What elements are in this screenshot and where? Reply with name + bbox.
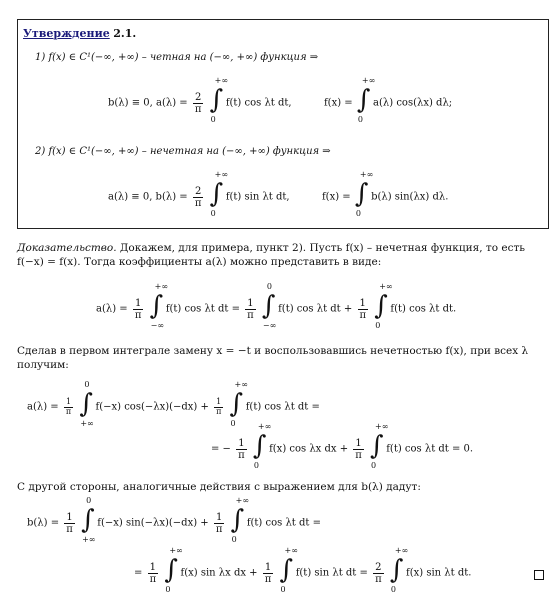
statement-item1-formula [108, 76, 453, 124]
substitution-line2: получим: [17, 359, 69, 371]
denominator: π [216, 406, 222, 416]
integral-lower: 0 [210, 209, 216, 218]
numerator: 1 [264, 561, 272, 573]
fraction [214, 512, 225, 535]
integral-symbol: ∫ [279, 555, 294, 585]
formula-part: f(x) = [321, 191, 351, 203]
proof-substitution-text [17, 344, 547, 372]
fraction [214, 398, 223, 417]
fraction [193, 92, 204, 115]
integral-lower: 0 [210, 115, 216, 124]
integral-sign [229, 380, 248, 428]
integral-lower: 0 [371, 461, 377, 470]
integral-lower: 0 [280, 585, 286, 594]
integral-upper: 0 [86, 496, 92, 505]
integral-sign [389, 546, 409, 594]
integral-sign [279, 546, 298, 594]
integral-lower: 0 [230, 419, 236, 428]
formula-part: f(t) sin λt dt, [225, 191, 290, 203]
formula-part: = [134, 567, 143, 579]
proof-intro-text: Докажем, для примера, пункт 2). Пусть f(x) – нечетная функция, то есть [116, 242, 525, 254]
proof-label: Доказательство. [17, 242, 117, 254]
denominator: π [65, 406, 72, 416]
formula-part: f(t) sin λt dt = [295, 567, 368, 579]
integral-symbol: ∫ [230, 505, 245, 535]
formula-part: f(x) sin λx dx + [180, 567, 258, 579]
formula-part: f(t) cos λt dt = [245, 401, 320, 413]
denominator: π [238, 449, 245, 461]
integral-upper: +∞ [379, 282, 393, 291]
integral-symbol: ∫ [356, 85, 371, 115]
integral-symbol: ∫ [374, 291, 388, 321]
fraction [193, 186, 204, 209]
fraction [64, 512, 75, 535]
fraction [357, 298, 368, 321]
integral-sign [78, 380, 94, 428]
statement-item2-lead: 2) f(x) ∈ C¹(−∞, +∞) – нечетная на (−∞, +∞) функция ⇒ [35, 146, 331, 157]
integral-sign [369, 422, 389, 470]
formula-part: f(t) cos λt dt, [225, 97, 292, 109]
integral-lower: −∞ [262, 321, 277, 330]
integral-sign [80, 496, 96, 544]
numerator: 1 [65, 396, 72, 406]
proof-formula-2b [211, 422, 474, 470]
numerator: 1 [134, 297, 142, 309]
proof-formula-3a [27, 496, 321, 544]
statement-item2-formula [108, 170, 449, 218]
integral-symbol: ∫ [354, 179, 369, 209]
integral-lower: 0 [165, 585, 171, 594]
numerator: 1 [66, 511, 73, 523]
integral-upper: +∞ [284, 546, 298, 555]
integral-sign [149, 282, 168, 330]
integral-symbol: ∫ [209, 179, 224, 209]
integral-lower: 0 [357, 115, 363, 124]
integral-upper: +∞ [235, 496, 249, 505]
formula-part: b(λ) ≡ 0, a(λ) = [108, 97, 188, 109]
numerator: 1 [238, 437, 245, 449]
integral-sign [163, 546, 183, 594]
integral-upper: +∞ [234, 380, 248, 389]
integral-lower: 0 [231, 535, 237, 544]
integral-lower: −∞ [150, 321, 164, 330]
denominator: π [375, 573, 382, 585]
numerator: 1 [247, 297, 254, 309]
integral-symbol: ∫ [164, 555, 178, 585]
integral-sign [356, 76, 376, 124]
formula-part: f(x) = [323, 97, 353, 109]
fraction [245, 298, 256, 321]
qed-square-icon [534, 570, 544, 580]
formula-part: f(x) cos λx dx + [269, 443, 349, 455]
formula-part: f(t) cos λt dt + [278, 303, 353, 315]
numerator: 1 [215, 511, 223, 523]
proof-other-side: С другой стороны, аналогичные действия с выражением для b(λ) дадут: [17, 481, 421, 493]
integral-symbol: ∫ [261, 291, 276, 321]
formula-part: a(λ) ≡ 0, b(λ) = [108, 191, 188, 203]
integral-upper: +∞ [169, 546, 183, 555]
denominator: π [264, 573, 272, 585]
statement-title-number: 2.1. [113, 27, 137, 40]
integral-upper: +∞ [257, 422, 272, 431]
substitution-line1: Сделав в первом интеграле замену x = −t и воспользовавшись нечетностью f(x), при всех λ [17, 345, 529, 357]
integral-upper: +∞ [361, 76, 376, 85]
fraction [263, 562, 274, 585]
fraction [133, 298, 144, 321]
integral-symbol: ∫ [370, 431, 384, 461]
fraction [236, 438, 247, 461]
integral-sign [373, 282, 393, 330]
formula-part: f(−x) sin(−λx)(−dx) + [97, 517, 209, 529]
denominator: π [149, 573, 157, 585]
denominator: π [247, 309, 254, 321]
denominator: π [66, 523, 73, 535]
integral-symbol: ∫ [81, 505, 95, 535]
integral-lower: 0 [253, 461, 259, 470]
denominator: π [359, 309, 367, 321]
numerator: 1 [149, 561, 157, 573]
formula-part: f(x) sin λt dt. [406, 567, 472, 579]
integral-upper: +∞ [154, 282, 168, 291]
integral-upper: +∞ [394, 546, 409, 555]
statement-item1-lead: 1) f(x) ∈ C¹(−∞, +∞) – четная на (−∞, +∞) функция ⇒ [35, 52, 319, 63]
formula-part: b(λ) = [27, 517, 60, 529]
denominator: π [134, 309, 142, 321]
integral-upper: +∞ [214, 76, 228, 85]
integral-upper: 0 [84, 380, 90, 389]
integral-symbol: ∫ [389, 555, 404, 585]
denominator: π [194, 103, 202, 115]
formula-part: a(λ) cos(λx) dλ; [373, 97, 453, 109]
formula-part: f(t) cos λt dt = 0. [386, 443, 474, 455]
integral-symbol: ∫ [79, 389, 93, 419]
formula-part: a(λ) = [27, 401, 59, 413]
integral-symbol: ∫ [252, 431, 267, 461]
integral-sign [230, 496, 249, 544]
numerator: 2 [194, 185, 202, 197]
integral-upper: +∞ [375, 422, 389, 431]
formula-part: f(−x) cos(−λx)(−dx) + [95, 401, 209, 413]
proof-intro-line2: f(−x) = f(x). Тогда коэффициенты a(λ) можно представить в виде: [17, 256, 382, 268]
fraction [373, 562, 384, 585]
statement-title-word: Утверждение [23, 27, 110, 40]
proof-formula-2a [27, 380, 320, 428]
numerator: 2 [375, 561, 382, 573]
formula-part: f(t) cos λt dt = [165, 303, 240, 315]
integral-lower: 0 [375, 321, 381, 330]
integral-symbol: ∫ [149, 291, 164, 321]
formula-part: f(t) cos λt dt. [390, 303, 457, 315]
integral-sign [252, 422, 272, 470]
denominator: π [355, 449, 362, 461]
proof-intro [17, 241, 547, 269]
fraction [148, 562, 159, 585]
integral-sign [209, 76, 228, 124]
numerator: 1 [359, 297, 366, 309]
formula-part: f(t) cos λt dt = [246, 517, 321, 529]
integral-sign [261, 282, 277, 330]
fraction [64, 398, 73, 417]
integral-sign [354, 170, 374, 218]
denominator: π [215, 523, 223, 535]
integral-sign [209, 170, 228, 218]
numerator: 1 [355, 437, 362, 449]
statement-title [23, 27, 136, 40]
fraction [353, 438, 364, 461]
formula-part: a(λ) = [96, 303, 128, 315]
integral-lower: 0 [390, 585, 396, 594]
formula-part: b(λ) sin(λx) dλ. [371, 191, 449, 203]
integral-symbol: ∫ [209, 85, 224, 115]
denominator: π [194, 197, 202, 209]
numerator: 2 [194, 91, 202, 103]
integral-upper: +∞ [359, 170, 374, 179]
integral-lower: +∞ [82, 535, 96, 544]
proof-formula-3b [134, 546, 472, 594]
integral-lower: 0 [355, 209, 361, 218]
integral-upper: +∞ [214, 170, 228, 179]
numerator: 1 [216, 396, 222, 406]
formula-part: = − [211, 443, 231, 455]
integral-lower: +∞ [80, 419, 94, 428]
integral-symbol: ∫ [229, 389, 244, 419]
integral-upper: 0 [266, 282, 273, 291]
proof-formula-1 [96, 282, 457, 330]
